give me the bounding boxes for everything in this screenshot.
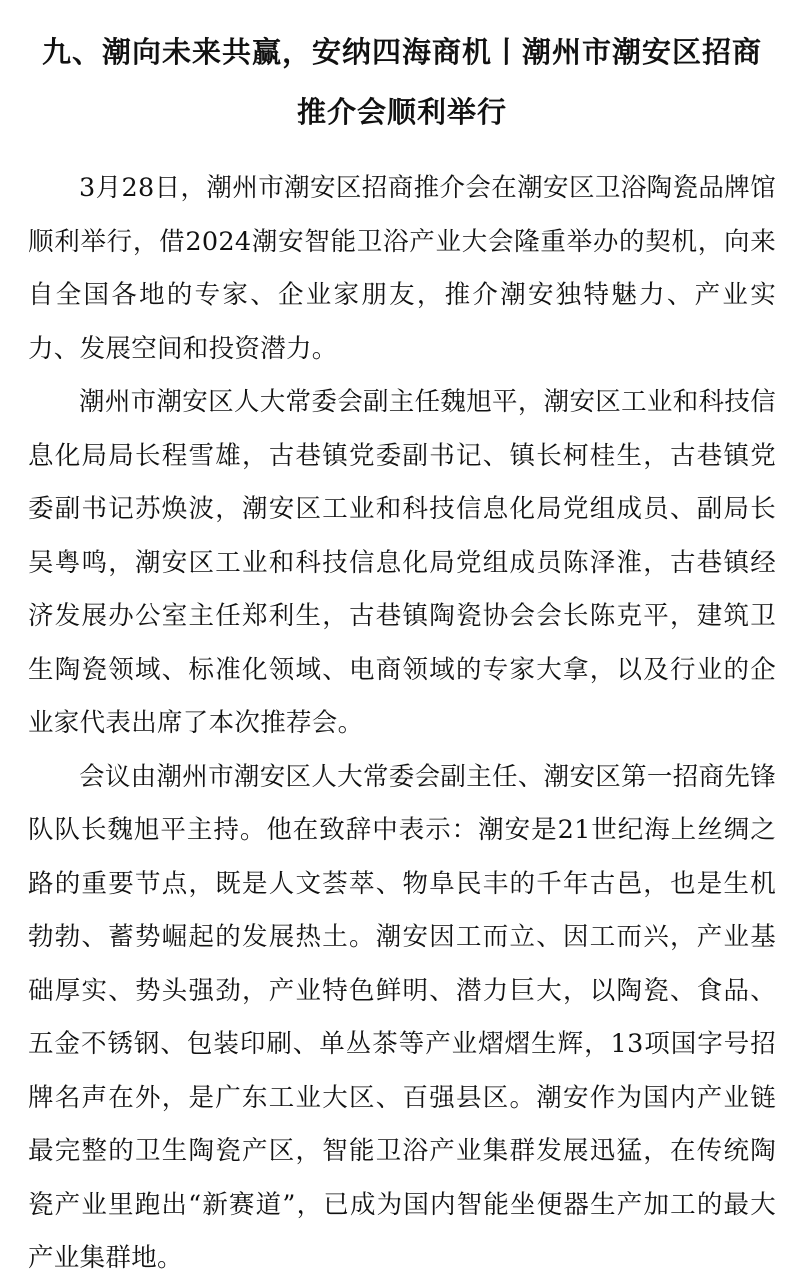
- article-title: 九、潮向未来共赢，安纳四海商机丨潮州市潮安区招商推介会顺利举行: [41, 35, 762, 129]
- article: [28, 0, 776, 1286]
- paragraph-2: 潮州市潮安区人大常委会副主任魏旭平，潮安区工业和科技信息化局局长程雪雄，古巷镇党委副书记、镇长柯桂生，古巷镇党委副书记苏焕波，潮安区工业和科技信息化局党组成员、副局长吴粤鸣，潮安区工业和科技信息化局党组成员陈泽淮，古巷镇经济发展办公室主任郑利生，古巷镇陶瓷协会会长陈克平，建筑卫生陶瓷领域、标准化领域、电商领域的专家大拿，以及行业的企业家代表出席了本次推荐会。: [28, 387, 776, 738]
- paragraph-3: 会议由潮州市潮安区人大常委会副主任、潮安区第一招商先锋队队长魏旭平主持。他在致辞中表示：潮安是21世纪海上丝绸之路的重要节点，既是人文荟萃、物阜民丰的千年古邑，也是生机勃勃、蓄势崛起的发展热土。潮安因工而立、因工而兴，产业基础厚实、势头强劲，产业特色鲜明、潜力巨大，以陶瓷、食品、五金不锈钢、包装印刷、单丛茶等产业熠熠生辉，13项国字号招牌名声在外，是广东工业大区、百强县区。潮安作为国内产业链最完整的卫生陶瓷产区，智能卫浴产业集群发展迅猛，在传统陶瓷产业里跑出“新赛道”，已成为国内智能坐便器生产加工的最大产业集群地。: [28, 761, 776, 1273]
- paragraph-1: 3月28日，潮州市潮安区招商推介会在潮安区卫浴陶瓷品牌馆顺利举行，借2024潮安智能卫浴产业大会隆重举办的契机，向来自全国各地的专家、企业家朋友，推介潮安独特魅力、产业实力、发展空间和投资潜力。: [28, 173, 776, 364]
